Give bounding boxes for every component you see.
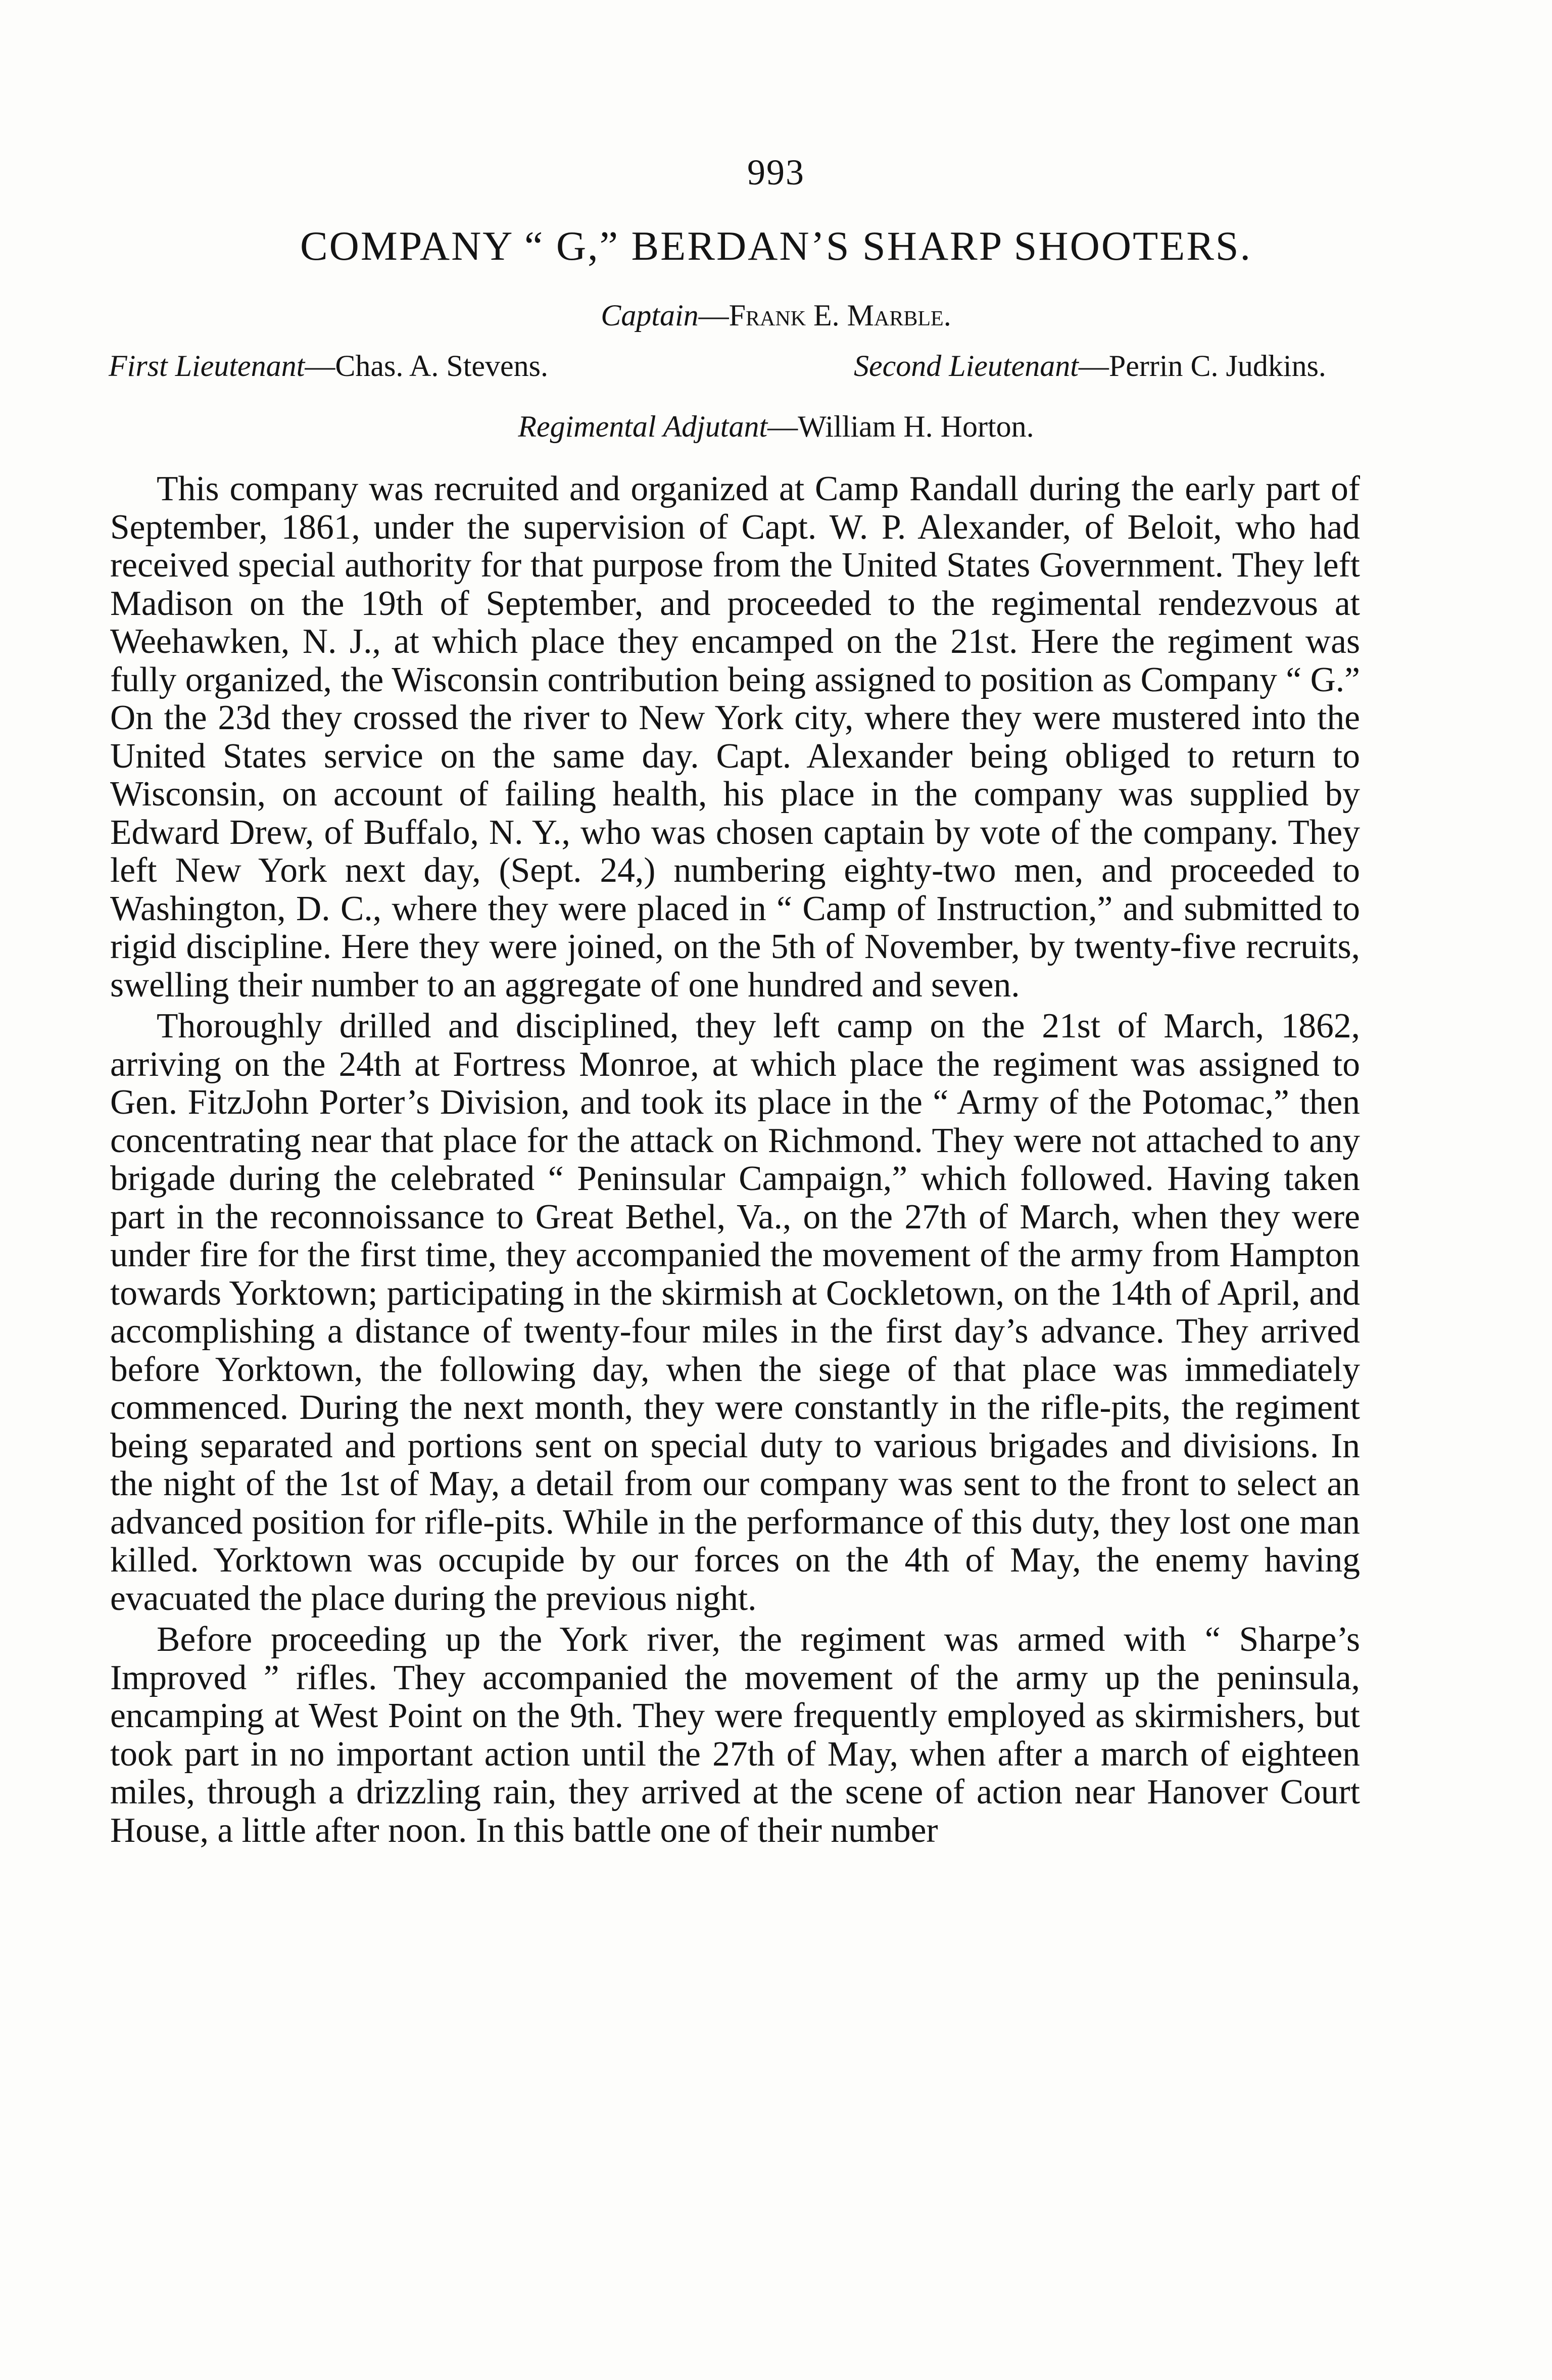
second-lieutenant-role: Second Lieutenant: [854, 349, 1079, 383]
adjutant-line: Regimental Adjutant—William H. Horton.: [518, 410, 1034, 443]
paragraph-2: Thoroughly drilled and disciplined, they left camp on the 21st of March, 1862, arriving on the 24th at Fortress Monroe, at which place the regiment was assigned to Gen. FitzJohn Porter’s Division, and took its place in the “ Army of the Potomac,” then concentrating near that place for the attack on Richmond. They were not attached to any brigade during the celebrated “ Peninsular Campaign,” which followed. Having taken part in the reconnoissance to Great Bethel, Va., on the 27th of March, when they were under fire for the first time, they accompanied the movement of the army from Hampton towards Yorktown; participating in the skirmish at Cockletown, on the 14th of April, and accomplishing a distance of twenty-four miles in the first day’s advance. They arrived before Yorktown, the following day, when the siege of that place was immediately commenced. During the next month, they were constantly in the rifle-pits, the regiment being separated and portions sent on special duty to various brigades and divisions. In the night of the 1st of May, a detail from our company was sent to the front to select an advanced position for rifle-pits. While in the performance of this duty, they lost one man killed. Yorktown was occupide by our forces on the 4th of May, the enemy having evacuated the place during the previous night.: [110, 1007, 1360, 1618]
adjutant-name: William H. Horton.: [798, 410, 1034, 443]
captain-role: Captain: [601, 299, 699, 332]
first-lieutenant-role: First Lieutenant: [109, 349, 305, 383]
captain-name: Frank E. Marble.: [729, 299, 951, 332]
captain-line: Captain—Frank E. Marble.: [601, 299, 951, 332]
page-title: COMPANY “ G,” BERDAN’S SHARP SHOOTERS.: [300, 223, 1252, 269]
adjutant-role: Regimental Adjutant: [518, 410, 768, 443]
page-number: 993: [747, 152, 805, 193]
second-lieutenant-name: Perrin C. Judkins.: [1108, 349, 1326, 383]
second-lieutenant-line: Second Lieutenant—Perrin C. Judkins.: [854, 349, 1326, 383]
body-text: [110, 470, 1360, 1849]
paragraph-1: This company was recruited and organized at Camp Randall during the early part of September, 1861, under the supervision of Capt. W. P. Alexander, of Beloit, who had received special authority for that purpose from the United States Government. They left Madison on the 19th of September, and proceeded to the regimental rendezvous at Weehawken, N. J., at which place they encamped on the 21st. Here the regiment was fully organized, the Wisconsin contribution being assigned to position as Company “ G.” On the 23d they crossed the river to New York city, where they were mustered into the United States service on the same day. Capt. Alexander being obliged to return to Wisconsin, on account of failing health, his place in the company was supplied by Edward Drew, of Buffalo, N. Y., who was chosen captain by vote of the company. They left New York next day, (Sept. 24,) numbering eighty-two men, and proceeded to Washington, D. C., where they were placed in “ Camp of Instruction,” and submitted to rigid discipline. Here they were joined, on the 5th of November, by twenty-five recruits, swelling their number to an aggregate of one hundred and seven.: [110, 469, 1360, 1005]
paragraph-3: Before proceeding up the York river, the regiment was armed with “ Sharpe’s Improved ” rifles. They accompanied the movement of the army up the peninsula, encamping at West Point on the 9th. They were frequently employed as skirmishers, but took part in no important action until the 27th of May, when after a march of eighteen miles, through a drizzling rain, they arrived at the scene of action near Hanover Court House, a little after noon. In this battle one of their number: [110, 1620, 1360, 1850]
first-lieutenant-line: First Lieutenant—Chas. A. Stevens.: [109, 349, 549, 383]
first-lieutenant-name: Chas. A. Stevens.: [335, 349, 549, 383]
